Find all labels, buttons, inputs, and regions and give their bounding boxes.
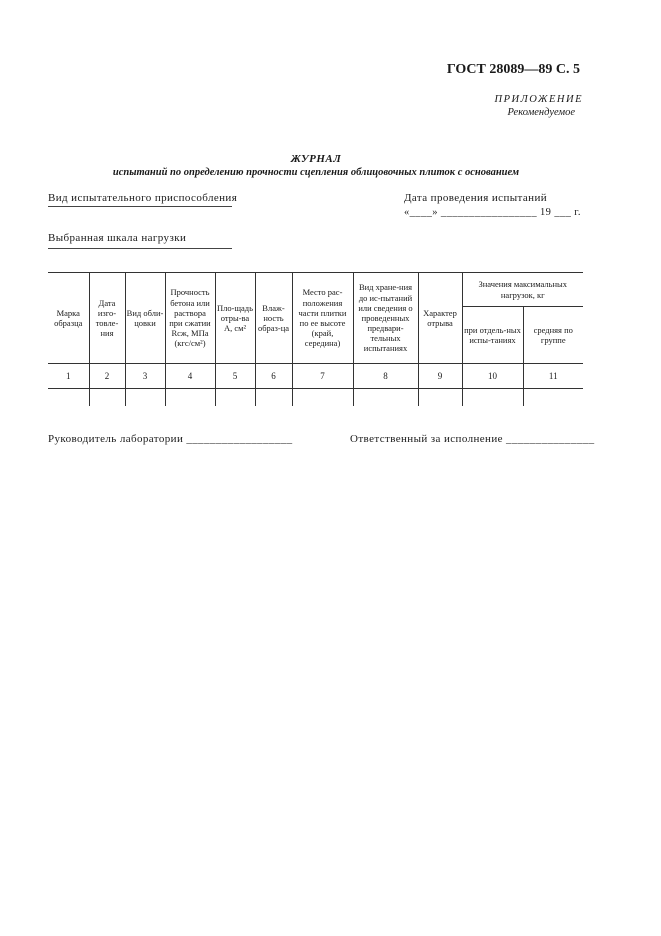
header-max-loads: Значения максимальных нагрузок, кг xyxy=(462,273,583,307)
column-number: 3 xyxy=(125,364,165,389)
table-cell[interactable] xyxy=(462,389,523,407)
header-sample-mark: Марка образца xyxy=(48,273,89,364)
column-number: 4 xyxy=(165,364,215,389)
appendix-label: ПРИЛОЖЕНИЕ xyxy=(494,94,583,105)
column-number: 6 xyxy=(255,364,292,389)
load-scale-label: Выбранная шкала нагрузки xyxy=(48,232,187,244)
header-break-character: Характер отрыва xyxy=(418,273,462,364)
document-code: ГОСТ 28089—89 С. 5 xyxy=(446,62,580,77)
table-cell[interactable] xyxy=(89,389,125,407)
table-cell[interactable] xyxy=(165,389,215,407)
table-cell[interactable] xyxy=(418,389,462,407)
header-tile-position: Место рас-положения части плитки по ее высоте (край, середина) xyxy=(292,273,353,364)
header-moisture: Влаж-ность образ-ца xyxy=(255,273,292,364)
header-group-average: средняя по группе xyxy=(523,307,583,364)
column-number: 5 xyxy=(215,364,255,389)
column-number: 10 xyxy=(462,364,523,389)
journal-subtitle: испытаний по определению прочности сцепления облицовочных плиток с основанием xyxy=(112,167,520,178)
header-individual-tests: при отдель-ных испы-таниях xyxy=(462,307,523,364)
lab-head-signature[interactable]: Руководитель лаборатории __________________ xyxy=(48,433,293,445)
device-type-line[interactable] xyxy=(48,206,232,207)
header-storage-type: Вид хране-ния до ис-пытаний или сведения о проведенных предвари-тельных испытаниях xyxy=(353,273,418,364)
column-number: 8 xyxy=(353,364,418,389)
column-number: 7 xyxy=(292,364,353,389)
test-date-label: Дата проведения испытаний xyxy=(404,192,548,204)
table-cell[interactable] xyxy=(215,389,255,407)
table-cell[interactable] xyxy=(353,389,418,407)
test-date-field[interactable]: «____» _________________ 19 ___ г. xyxy=(404,207,581,218)
load-scale-line[interactable] xyxy=(48,248,232,249)
column-number: 9 xyxy=(418,364,462,389)
table-cell[interactable] xyxy=(48,389,89,407)
header-break-area: Пло-щадь отры-ва A, см² xyxy=(215,273,255,364)
device-type-label: Вид испытательного приспособления xyxy=(48,192,238,204)
table-cell[interactable] xyxy=(523,389,583,407)
table-row xyxy=(48,389,583,407)
table-cell[interactable] xyxy=(125,389,165,407)
journal-title: ЖУРНАЛ xyxy=(290,153,342,165)
responsible-signature[interactable]: Ответственный за исполнение _______________ xyxy=(350,433,595,445)
column-number: 2 xyxy=(89,364,125,389)
column-number: 1 xyxy=(48,364,89,389)
header-facing-type: Вид обли-цовки xyxy=(125,273,165,364)
table-cell[interactable] xyxy=(292,389,353,407)
header-manufacture-date: Дата изго-товле-ния xyxy=(89,273,125,364)
column-number: 11 xyxy=(523,364,583,389)
recommended-label: Рекомендуемое xyxy=(507,107,575,118)
header-concrete-strength: Прочность бетона или раствора при сжатии Rсж, МПа (кгс/см²) xyxy=(165,273,215,364)
journal-table xyxy=(48,272,583,406)
table-cell[interactable] xyxy=(255,389,292,407)
